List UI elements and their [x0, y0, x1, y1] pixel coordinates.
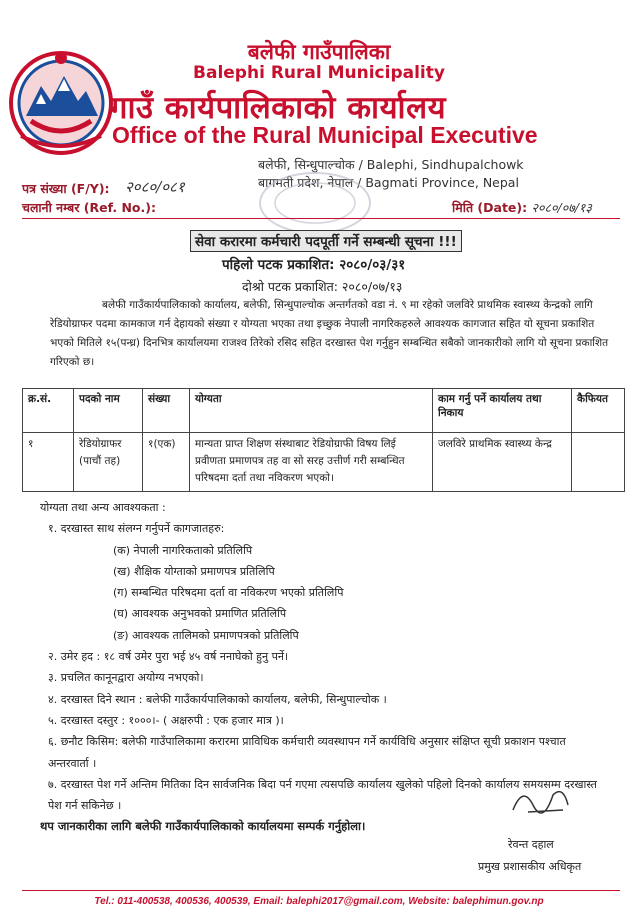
cell-post-name: रेडियोग्राफर (पाचौं तह) — [74, 433, 143, 492]
requirements-heading: योग्यता तथा अन्य आवश्यकता : — [40, 501, 166, 514]
letter-number-value: २०८०/०८१ — [125, 178, 185, 196]
office-name-en: Office of the Rural Municipal Executive — [112, 122, 538, 148]
date-label: मिति (Date): — [452, 200, 528, 215]
cell-qualification: मान्यता प्राप्त शिक्षण संस्थाबाट रेडियोग्राफी विषय लिई प्रवीणता प्रमाणपत्र तह वा सो सरह उत्तीर्ण गरी सम्बन्धित परिषदमा दर्ता तथा नविकरण भएको। — [190, 433, 433, 492]
office-name-np: गाउँ कार्यपालिकाको कार्यालय — [110, 90, 447, 126]
doc-item: (ग) सम्बन्धित परिषदमा दर्ता वा नविकरण भएको प्रतिलिपि — [113, 586, 344, 600]
footer-contact: Tel.: 011-400538, 400536, 400539, Email: balephi2017@gmail.com, Website: balephimun.gov.np — [94, 896, 544, 907]
date-value: २०८०/०७/१३ — [531, 200, 592, 215]
requirement-4: ४. दरखास्त दिने स्थान : बलेफी गाउँकार्यपालिकाको कार्यालय, बलेफी, सिन्धुपाल्चोक । — [48, 692, 387, 706]
requirement-3: ३. प्रचलित कानूनद्वारा अयोग्य नभएको। — [48, 671, 204, 685]
signatory-name: रेवन्त दहाल — [508, 838, 554, 851]
doc-item: (घ) आवश्यक अनुभवको प्रमाणित प्रतिलिपि — [113, 607, 287, 621]
cell-remarks — [572, 433, 625, 492]
second-published-date: दोश्रो पटक प्रकाशित: २०८०/०७/१३ — [242, 279, 403, 294]
col-remarks: कैफियत — [572, 389, 625, 433]
notice-title: सेवा करारमा कर्मचारी पदपूर्ती गर्ने सम्बन्धी सूचना !!! — [190, 230, 462, 252]
doc-item: (ख) शैक्षिक योग्ताको प्रमाणपत्र प्रतिलिपि — [113, 564, 275, 578]
signature — [508, 780, 578, 820]
dispatch-number-label: चलानी नम्बर (Ref. No.): — [22, 200, 156, 215]
notice-paragraph: बलेफी गाउँकार्यपालिकाको कार्यालय, बलेफी, सिन्धुपाल्चोक अन्तर्गतको वडा नं. ९ मा रहेको जलविरे प्राथमिक स्वास्थ्य केन्द्रको लागि रेडियोग्राफर पदमा कामकाज गर्न देहायको संख्या र योग्यता भएका तथा इच्छुक नेपाली नागरिकहरुले आवश्यक कागजात सहित यो सूचना प्रकाशित भएको मितिले १५(पन्ध्र) दिनभित्र कार्यालयमा राजश्व तिरेको रसिद सहित दरखास्त पेश गर्नुहुन सम्बन्धित सबैको जानकारीको लागि यो सूचना प्रकाशित गरिएको छ। — [50, 299, 609, 368]
cell-count: १(एक) — [143, 433, 190, 492]
address-line-1: बलेफी, सिन्धुपाल्चोक / Balephi, Sindhupalchowk — [258, 157, 524, 172]
col-post-name: पदको नाम — [74, 389, 143, 433]
contact-note: थप जानकारीका लागि बलेफी गाउँकार्यपालिकाको कार्यालयमा सम्पर्क गर्नुहोला। — [40, 819, 366, 834]
date-field — [452, 199, 592, 216]
cell-serial: १ — [23, 433, 74, 492]
col-count: संख्या — [143, 389, 190, 433]
col-qualification: योग्यता — [190, 389, 433, 433]
col-office: काम गर्नु पर्ने कार्यालय तथा निकाय — [433, 389, 572, 433]
doc-item: (ङ) आवश्यक तालिमको प्रमाणपत्रको प्रतिलिपि — [113, 628, 299, 642]
signatory-role: प्रमुख प्रशासकीय अधिकृत — [478, 860, 582, 873]
office-stamp — [255, 163, 375, 233]
table-header-row — [23, 389, 625, 433]
requirement-6: ६. छनौट किसिम: बलेफी गाउँपालिकामा करारमा प्राविधिक कर्मचारी व्यवस्थापन गर्ने कार्यविधि अनुसार संक्षिप्त सूची प्रकाशन पश्चात अन्तरवार्ता । — [48, 735, 566, 770]
letter-number-label: पत्र संख्या (F/Y): — [22, 181, 110, 196]
doc-item: (क) नेपाली नागरिकताको प्रतिलिपि — [113, 543, 253, 557]
requirement-2: २. उमेर हद : १८ वर्ष उमेर पुरा भई ४५ वर्ष ननाघेको हुनु पर्ने। — [48, 650, 289, 664]
first-published-date: पहिलो पटक प्रकाशित: २०८०/०३/३१ — [222, 257, 406, 273]
col-serial: क्र.सं. — [23, 389, 74, 433]
footer-divider — [22, 890, 620, 891]
cell-office: जलविरे प्राथमिक स्वास्थ्य केन्द्र — [433, 433, 572, 492]
requirement-1: १. दरखास्त साथ संलग्न गर्नुपर्ने कागजातहरु: — [48, 522, 225, 536]
municipality-name-np: बलेफी गाउँपालिका — [247, 40, 391, 64]
municipality-name-en: Balephi Rural Municipality — [193, 63, 445, 83]
address-line-2: बागमती प्रदेश, नेपाल / Bagmati Province, Nepal — [258, 175, 519, 190]
requirement-7: ७. दरखास्त पेश गर्ने अन्तिम मितिका दिन सार्वजनिक बिदा पर्न गएमा त्यसपछि कार्यालय खुलेको पहिलो दिनको कार्यालय समयसम्म दरखास्त पेश गर्न सकिनेछ । — [48, 777, 597, 813]
table-row — [23, 433, 625, 492]
requirement-5: ५. दरखास्त दस्तुर : १०००।- ( अक्षरुपी : एक हजार मात्र )। — [48, 713, 284, 727]
vacancy-table — [22, 388, 625, 492]
header-divider — [22, 218, 620, 219]
